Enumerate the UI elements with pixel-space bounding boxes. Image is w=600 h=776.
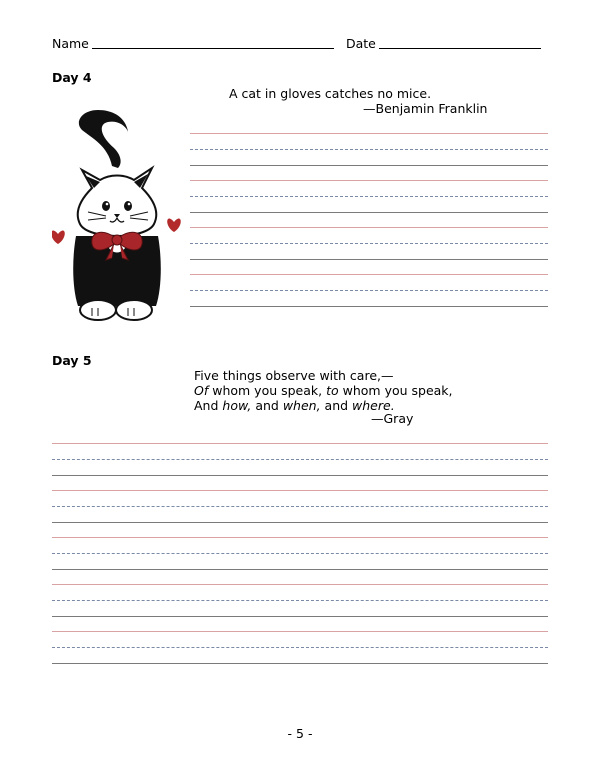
date-field[interactable] bbox=[379, 48, 541, 49]
day-5-attribution: —Gray bbox=[371, 411, 414, 426]
writing-row[interactable] bbox=[52, 537, 548, 584]
day-5-writing-area[interactable] bbox=[52, 443, 548, 665]
writing-row[interactable] bbox=[190, 133, 548, 180]
day-5-heading: Day 5 bbox=[52, 353, 92, 368]
day-5-quote-line-1: Five things observe with care,— bbox=[194, 368, 394, 383]
day-4-quote: A cat in gloves catches no mice. bbox=[229, 86, 432, 101]
writing-row[interactable] bbox=[52, 443, 548, 490]
writing-row[interactable] bbox=[52, 490, 548, 537]
writing-row[interactable] bbox=[52, 631, 548, 665]
name-field[interactable] bbox=[92, 48, 334, 49]
cat-with-bow-icon bbox=[52, 108, 184, 324]
writing-row[interactable] bbox=[190, 180, 548, 227]
day-5-quote-line-3: And how, and when, and where. bbox=[194, 398, 395, 413]
date-label: Date bbox=[346, 36, 376, 51]
page-number: - 5 - bbox=[287, 726, 313, 741]
writing-row[interactable] bbox=[52, 584, 548, 631]
day-4-attribution: —Benjamin Franklin bbox=[363, 101, 488, 116]
writing-row[interactable] bbox=[190, 274, 548, 308]
writing-row[interactable] bbox=[190, 227, 548, 274]
day-4-heading: Day 4 bbox=[52, 70, 92, 85]
day-5-quote bbox=[194, 368, 524, 413]
day-5-quote-line-2: Of whom you speak, to whom you speak, bbox=[194, 383, 453, 398]
name-label: Name bbox=[52, 36, 89, 51]
day-4-writing-area[interactable] bbox=[190, 133, 548, 308]
